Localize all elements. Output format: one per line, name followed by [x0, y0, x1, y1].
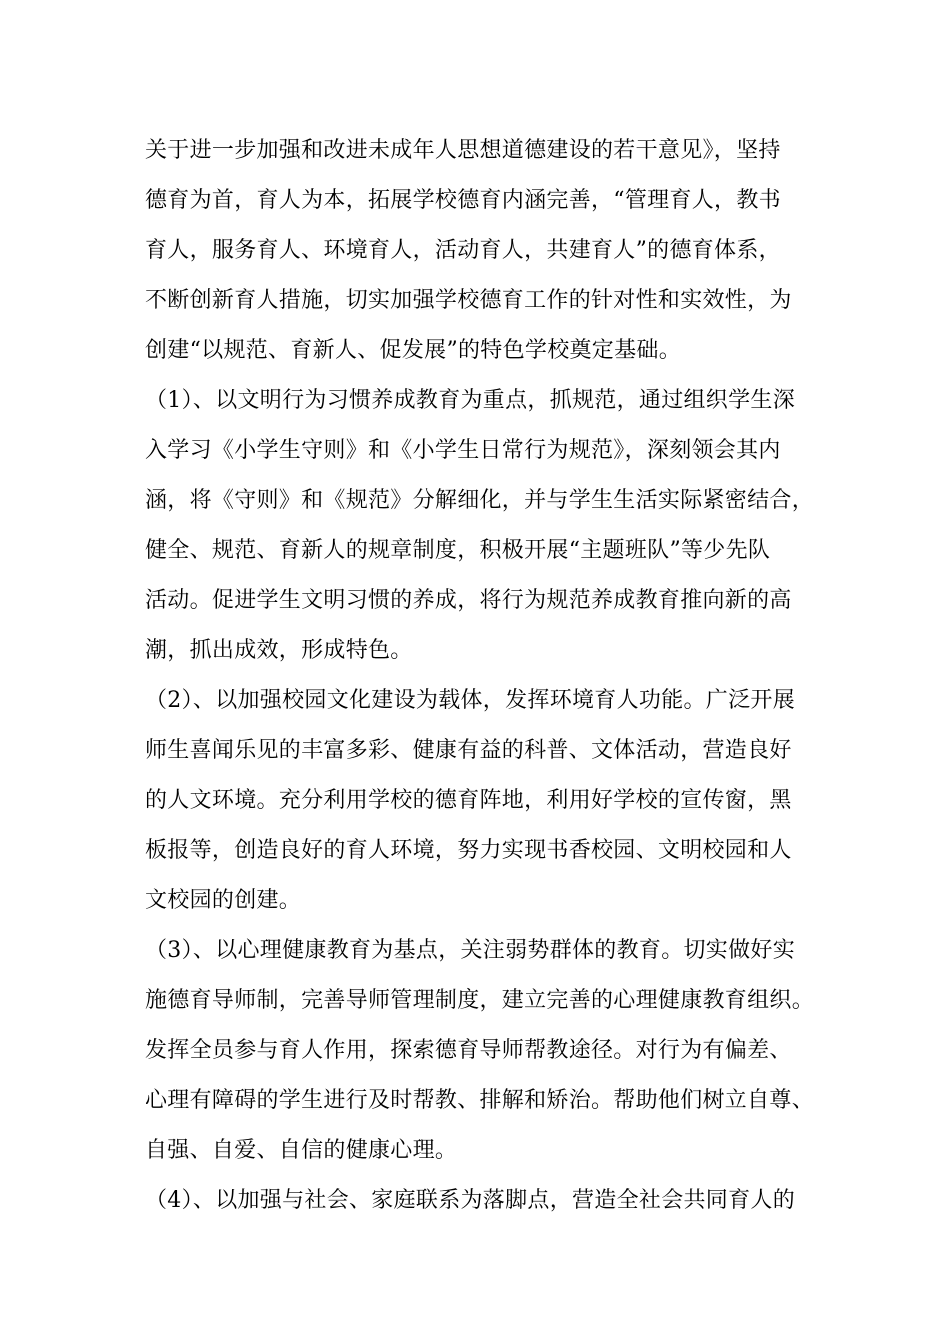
text-line: 活动。促进学生文明习惯的养成，将行为规范养成教育推向新的高: [145, 588, 792, 613]
text-line: 育人，服务育人、环境育人，活动育人，共建育人”的德育体系，: [145, 238, 781, 263]
text-line: （2）、以加强校园文化建设为载体，发挥环境育人功能。广泛开展: [145, 688, 795, 713]
text-line: 创建“以规范、育新人、促发展”的特色学校奠定基础。: [145, 338, 681, 363]
text-line: （3）、以心理健康教育为基点，关注弱势群体的教育。切实做好实: [145, 938, 795, 963]
text-line: 入学习《小学生守则》和《小学生日常行为规范》，深刻领会其内: [145, 438, 781, 463]
text-line: 板报等，创造良好的育人环境，努力实现书香校园、文明校园和人: [145, 838, 792, 863]
text-line: （4）、以加强与社会、家庭联系为落脚点，营造全社会共同育人的: [145, 1188, 795, 1213]
text-line: 师生喜闻乐见的丰富多彩、健康有益的科普、文体活动，营造良好: [145, 738, 792, 763]
text-line: 健全、规范、育新人的规章制度，积极开展“主题班队”等少先队: [145, 538, 771, 563]
text-line: 发挥全员参与育人作用，探索德育导师帮教途径。对行为有偏差、: [145, 1038, 792, 1063]
text-line: 施德育导师制，完善导师管理制度，建立完善的心理健康教育组织。: [145, 988, 815, 1013]
text-line: 涵，将《守则》和《规范》分解细化，并与学生生活实际紧密结合，: [145, 488, 815, 513]
text-line: 德育为首，育人为本，拓展学校德育内涵完善，“管理育人，教书: [145, 188, 781, 213]
text-line: 潮，抓出成效，形成特色。: [145, 638, 413, 663]
text-line: 心理有障碍的学生进行及时帮教、排解和矫治。帮助他们树立自尊、: [145, 1088, 815, 1113]
text-line: 不断创新育人措施，切实加强学校德育工作的针对性和实效性，为: [145, 288, 792, 313]
text-line: 的人文环境。充分利用学校的德育阵地，利用好学校的宣传窗，黑: [145, 788, 792, 813]
text-line: （1）、以文明行为习惯养成教育为重点，抓规范，通过组织学生深: [145, 388, 795, 413]
text-line: 自强、自爱、自信的健康心理。: [145, 1138, 458, 1163]
text-line: 关于进一步加强和改进未成年人思想道德建设的若干意见》，坚持: [145, 138, 781, 163]
text-line: 文校园的创建。: [145, 888, 302, 913]
